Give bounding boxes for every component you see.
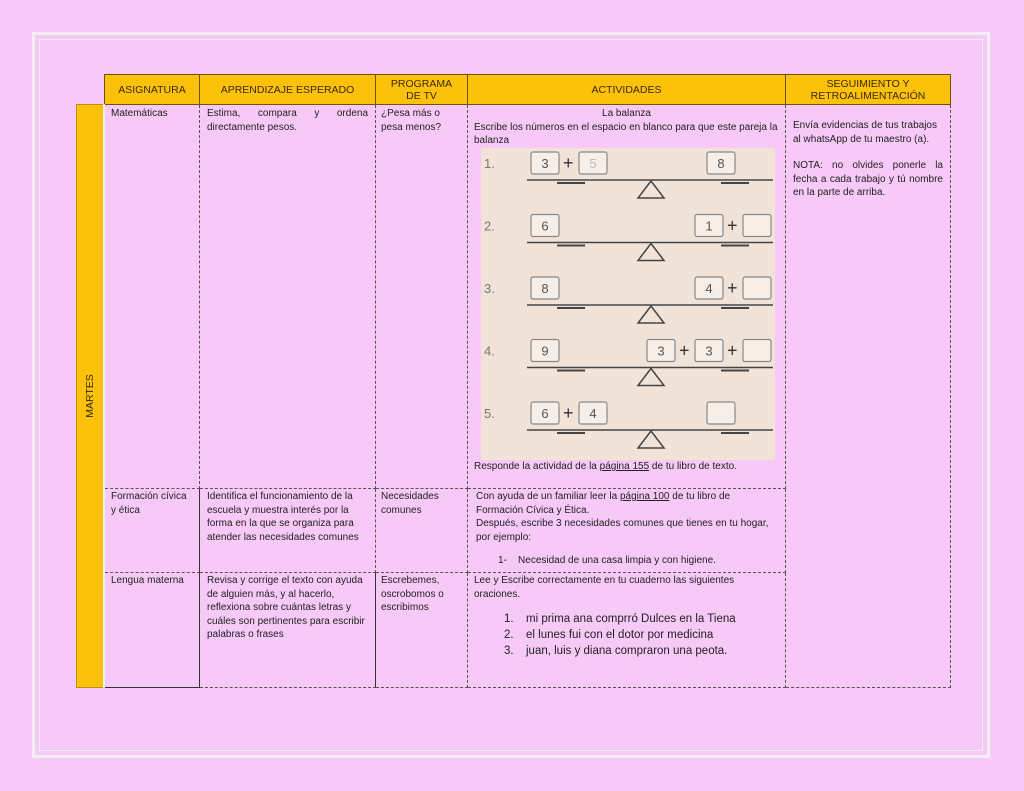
box-number: 6 — [541, 218, 549, 234]
row2-asignatura — [105, 489, 200, 573]
header-aprendizaje-label: APRENDIZAJE ESPERADO — [220, 83, 355, 96]
row1-asignatura-text: Matemáticas — [111, 108, 168, 119]
row1-activity-title: La balanza — [602, 108, 651, 119]
sentence-item — [474, 611, 779, 627]
fulcrum-triangle — [638, 431, 664, 448]
sentence-number: 2. — [504, 629, 514, 642]
blank-box — [743, 277, 771, 299]
fulcrum-triangle — [638, 181, 664, 198]
row2-p1-pre: Con ayuda de un familiar leer la — [476, 491, 620, 502]
row1-footer-pre: Responde la actividad de la — [474, 461, 600, 472]
box-number: 8 — [717, 156, 725, 171]
problem-number: 3. — [484, 281, 495, 296]
row3-programa — [376, 573, 468, 688]
fulcrum-triangle — [638, 244, 664, 261]
row3-activity-intro: Lee y Escribe correctamente en tu cuaderno las siguientes oraciones. — [474, 575, 735, 600]
row3-programa-text: Escrebemes, oscrobomos o escribimos — [381, 575, 444, 614]
plus-sign: + — [727, 278, 738, 298]
plus-sign: + — [679, 340, 690, 361]
box-number: 4 — [705, 281, 713, 296]
box-number: 5 — [589, 156, 597, 171]
seguimiento-evidence-text: Envía evidencias de tus trabajos al whatsApp de tu maestro (a). — [793, 120, 937, 145]
row1-activity-footer — [474, 460, 774, 474]
row3-aprendizaje-text: Revisa y corrige el texto con ayuda de alguien más, y al hacerlo, reflexiona sobre cuántas letras y cuáles son pertinentes para escribir palabras o frases — [207, 575, 365, 641]
header-asignatura — [104, 74, 200, 105]
row2-programa — [376, 489, 468, 573]
header-aprendizaje — [199, 74, 376, 105]
blank-box — [707, 402, 735, 424]
page-100-link[interactable]: página 100 — [619, 491, 670, 502]
row2-item-text: Necesidad de una casa limpia y con higiene. — [518, 555, 716, 567]
row1-footer-post: de tu libro de texto. — [649, 461, 737, 472]
seguimiento-note-text: NOTA: no olvides ponerle la fecha a cada trabajo y tú nombre en la parte de arriba. — [793, 160, 943, 199]
balance-image — [481, 148, 775, 460]
blank-box — [743, 215, 771, 237]
box-number: 8 — [541, 281, 549, 296]
box-number: 4 — [589, 406, 597, 421]
plus-sign: + — [563, 153, 574, 173]
header-seguimiento — [785, 74, 951, 105]
row2-actividades — [468, 489, 786, 573]
blank-box — [743, 340, 771, 362]
page-155-link[interactable]: página 155 — [599, 461, 650, 472]
header-programa — [375, 74, 468, 105]
sentence-number: 3. — [504, 645, 514, 658]
sentence-item — [474, 627, 779, 643]
fulcrum-triangle — [638, 369, 664, 386]
row1-aprendizaje-text: Estima, compara y ordena directamente pesos. — [207, 108, 368, 133]
row1-programa-text: ¿Pesa más o pesa menos? — [381, 108, 442, 133]
row2-aprendizaje-text: Identifica el funcionamiento de la escuela y muestra interés por la forma en la que se organiza para atender las necesidades comunes — [207, 491, 359, 543]
box-number: 1 — [705, 218, 713, 234]
plus-sign: + — [563, 403, 574, 423]
row2-activity-p1 — [476, 490, 777, 517]
row3-aprendizaje — [200, 573, 376, 688]
problem-number: 2. — [484, 218, 495, 234]
problem-number: 4. — [484, 343, 495, 359]
header-actividades-label: ACTIVIDADES — [591, 83, 662, 96]
row1-programa — [376, 105, 468, 489]
sentence-text: el lunes fui con el dotor por medicina — [526, 629, 714, 642]
header-asignatura-label: ASIGNATURA — [118, 83, 186, 96]
row2-activity-p2: Después, escribe 3 necesidades comunes que tienes en tu hogar, por ejemplo: — [476, 518, 769, 543]
sentence-list — [474, 611, 779, 659]
row2-aprendizaje — [200, 489, 376, 573]
problem-number: 5. — [484, 406, 495, 421]
row2-activity-item — [476, 554, 777, 568]
row3-asignatura — [105, 573, 200, 688]
header-actividades — [467, 74, 786, 105]
row2-item-number: 1- — [498, 555, 507, 567]
plus-sign: + — [727, 340, 738, 361]
box-number: 3 — [705, 343, 713, 359]
sentence-item — [474, 643, 779, 659]
row3-asignatura-text: Lengua materna — [111, 575, 184, 586]
problem-number: 1. — [484, 156, 495, 171]
sentence-text: juan, luis y diana compraron una peota. — [526, 645, 728, 658]
row2-asignatura-text: Formación cívica y ética — [111, 491, 187, 516]
row2-programa-text: Necesidades comunes — [381, 491, 439, 516]
box-number: 3 — [541, 156, 549, 171]
header-programa-label: PROGRAMA DE TV — [390, 77, 453, 102]
row1-activity-instructions: Escribe los números en el espacio en blanco para que este pareja la balanza — [474, 121, 778, 147]
row1-aprendizaje — [200, 105, 376, 489]
balance-drawing — [481, 148, 775, 460]
row1-asignatura — [105, 105, 200, 489]
seguimiento-cell — [786, 105, 951, 688]
sentence-number: 1. — [504, 613, 514, 626]
plus-sign: + — [727, 215, 738, 236]
fulcrum-triangle — [638, 306, 664, 323]
day-label: MARTES — [84, 374, 96, 418]
sentence-text: mi prima ana comprró Dulces en la Tiena — [526, 613, 736, 626]
header-seguimiento-label: SEGUIMIENTO Y RETROALIMENTACIÓN — [810, 77, 926, 102]
box-number: 9 — [541, 343, 549, 359]
box-number: 3 — [657, 343, 665, 359]
row2-p1-post: de tu libro de Formación Cívica y Ética. — [476, 491, 731, 516]
box-number: 6 — [541, 406, 549, 421]
row3-actividades — [468, 573, 786, 688]
